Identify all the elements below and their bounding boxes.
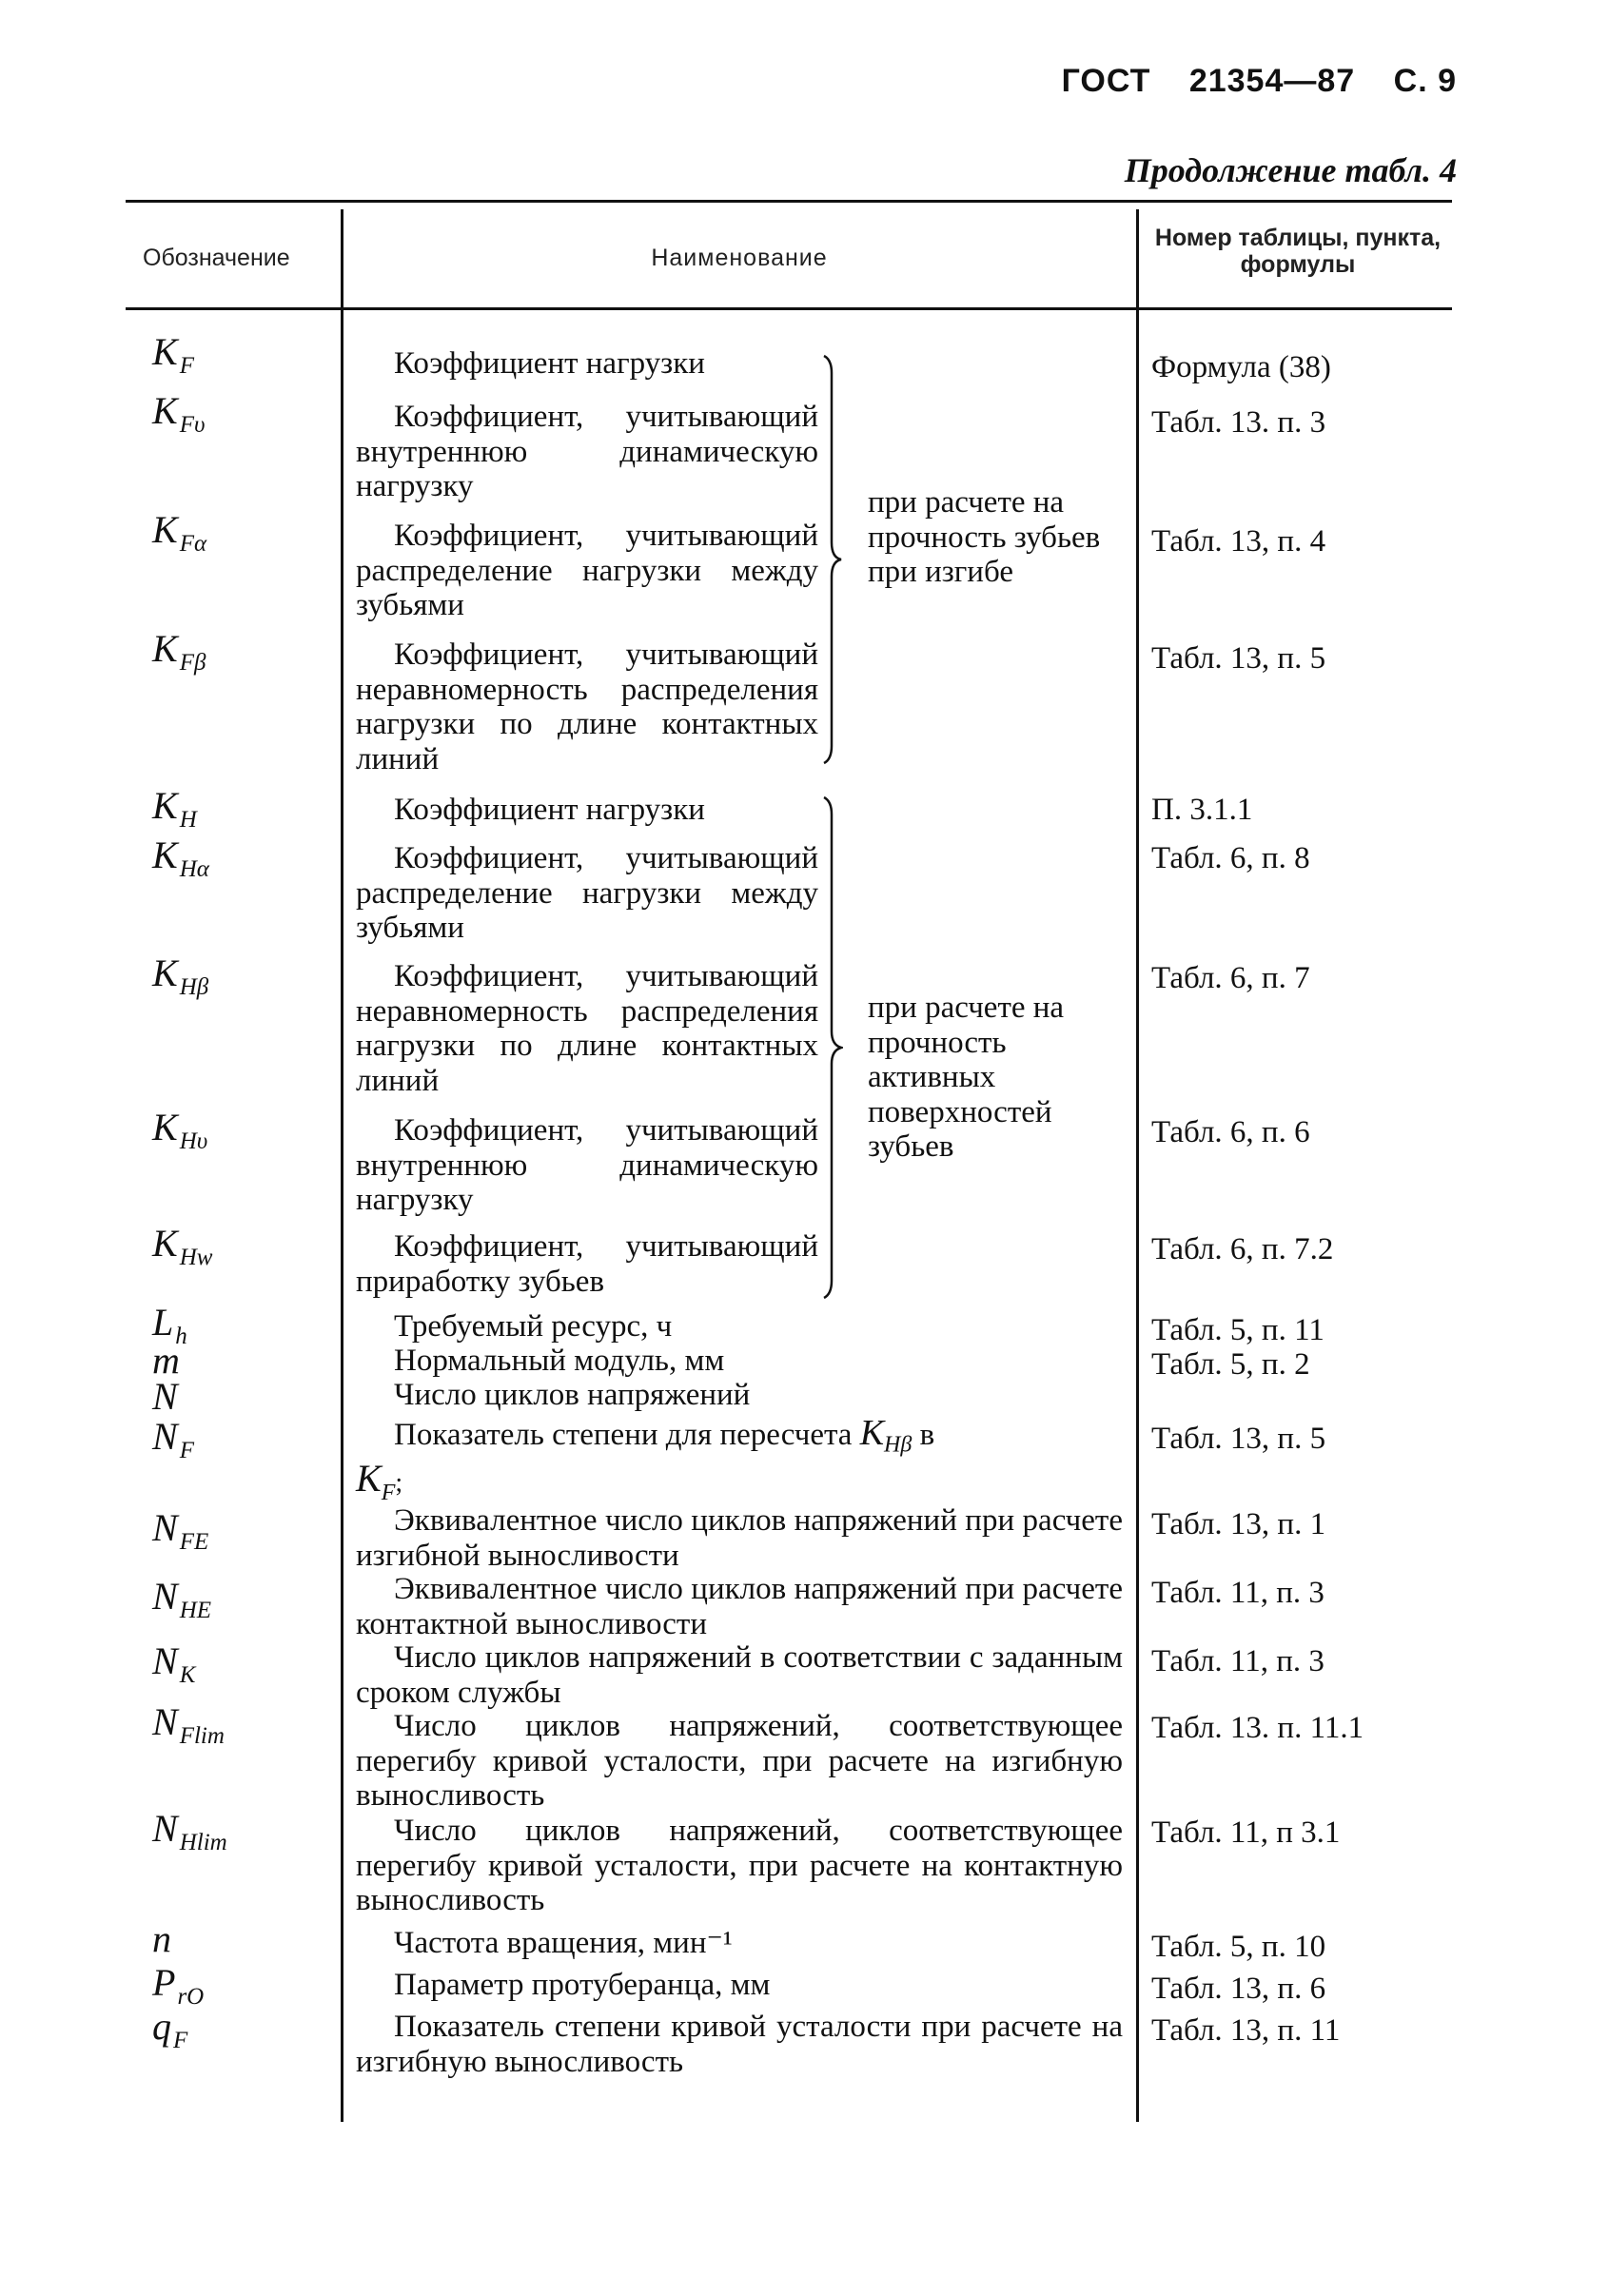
table-row-name: Эквивалентное число циклов напряжений при расчете изгибной выносливости	[356, 1503, 1123, 1573]
table-row-name: Число циклов напряжений, соответствующее перегибу кривой усталости, при расчете на контактную выносливость	[356, 1814, 1123, 1917]
table-row-reference: Табл. 13, п. 1	[1151, 1507, 1326, 1541]
table-row-name: Число циклов напряжений	[394, 1378, 751, 1412]
table-row-reference: Табл. 5, п. 10	[1151, 1930, 1326, 1964]
table-row-symbol: $N_F$	[152, 1415, 194, 1463]
table-row-name: Коэффициент, учитывающий внутреннюю динамическую нагрузку	[356, 1113, 818, 1217]
table-row-name: Коэффициент, учитывающий неравномерность распределения нагрузки по длине контактных линий	[356, 638, 818, 776]
table-continuation-caption: Продолжение табл. 4	[1124, 151, 1457, 189]
table-row-name: Показатель степени для пересчета $K_{H\beta}$ в	[394, 1413, 935, 1458]
table-row-symbol: $N_{Flim}$	[152, 1700, 225, 1749]
table-row-symbol: $q_F$	[152, 2005, 188, 2053]
group-label-contact: при расчете на прочность активных поверхностей зубьев	[868, 991, 1065, 1164]
table-row-symbol: $N_K$	[152, 1639, 196, 1688]
group-brace-bending	[820, 354, 843, 765]
table-row-name: Коэффициент, учитывающий распределение нагрузки между зубьями	[356, 841, 818, 945]
table-row-reference: Табл. 11, п. 3	[1151, 1576, 1324, 1610]
table-row-symbol: $L_h$	[152, 1301, 187, 1349]
table-row-name: Коэффициент, учитывающий распределение нагрузки между зубьями	[356, 519, 818, 622]
table-row-reference: Табл. 5, п. 2	[1151, 1347, 1310, 1382]
table-row-reference: П. 3.1.1	[1151, 793, 1253, 827]
table-row-reference: Табл. 13, п. 5	[1151, 1422, 1326, 1456]
table-row-symbol: m	[152, 1339, 180, 1382]
table-row-reference: Табл. 13. п. 11.1	[1151, 1711, 1364, 1745]
table-row-reference: Табл. 13. п. 3	[1151, 405, 1326, 440]
table-row-symbol: $K_{H\alpha}$	[152, 834, 209, 882]
table-row-symbol: $N_{HE}$	[152, 1575, 212, 1623]
table-row-reference: Табл. 6, п. 8	[1151, 841, 1310, 875]
column-header-name: Наименование	[651, 245, 828, 271]
table-row-reference: Табл. 11, п. 3	[1151, 1644, 1324, 1678]
table-row-symbol: $K_H$	[152, 784, 197, 833]
standard-number: 21354—87	[1188, 63, 1356, 99]
table-row-symbol: $K_{F\upsilon}$	[152, 389, 206, 438]
table-row-reference: Табл. 6, п. 7	[1151, 961, 1310, 995]
table-row-name-continuation: $K_F$;	[356, 1457, 403, 1505]
table-row-reference: Табл. 13, п. 6	[1151, 1972, 1326, 2006]
table-row-reference: Табл. 13, п. 4	[1151, 524, 1326, 559]
table-row-symbol: $K_{Hw}$	[152, 1222, 213, 1270]
table-row-symbol: n	[152, 1917, 171, 1960]
table-row-reference: Табл. 13, п. 11	[1151, 2013, 1341, 2048]
table-row-name: Коэффициент, учитывающий приработку зубьев	[356, 1229, 818, 1299]
table-row-name: Эквивалентное число циклов напряжений при расчете контактной выносливости	[356, 1572, 1123, 1641]
table-row-name: Параметр протуберанца, мм	[394, 1968, 771, 2002]
table-row-symbol: N	[152, 1375, 178, 1418]
table-header-rule	[126, 307, 1452, 310]
table-row-reference: Табл. 11, п 3.1	[1151, 1815, 1341, 1850]
page-number: С. 9	[1393, 63, 1457, 99]
column-header-reference: Номер таблицы, пункта, формулы	[1154, 225, 1442, 278]
table-row-name: Коэффициент нагрузки	[394, 346, 705, 381]
table-row-name: Коэффициент нагрузки	[394, 793, 705, 827]
table-row-name: Требуемый ресурс, ч	[394, 1309, 673, 1344]
table-row-name: Нормальный модуль, мм	[394, 1344, 725, 1378]
table-row-name: Число циклов напряжений в соответствии с заданным сроком службы	[356, 1640, 1123, 1710]
table-row-symbol: $K_{H\upsilon}$	[152, 1106, 208, 1154]
table-row-name: Показатель степени кривой усталости при расчете на изгибную выносливость	[356, 2010, 1123, 2079]
table-row-name: Коэффициент, учитывающий внутреннюю динамическую нагрузку	[356, 400, 818, 503]
table-row-name: Число циклов напряжений, соответствующее перегибу кривой усталости, при расчете на изгибную выносливость	[356, 1709, 1123, 1813]
table-row-name: Частота вращения, мин⁻¹	[394, 1926, 733, 1960]
table-top-rule	[126, 200, 1452, 203]
standard-label: ГОСТ	[1061, 63, 1151, 99]
table-row-symbol: $K_{F\beta}$	[152, 627, 206, 676]
table-row-symbol: $K_{H\beta}$	[152, 952, 209, 1000]
table-row-reference: Табл. 6, п. 6	[1151, 1115, 1310, 1149]
table-row-symbol: $P_{rO}$	[152, 1961, 205, 2010]
column-header-symbol: Обозначение	[143, 245, 290, 271]
table-row-name: Коэффициент, учитывающий неравномерность распределения нагрузки по длине контактных линий	[356, 959, 818, 1098]
column-divider-1	[341, 209, 343, 2122]
table-row-reference: Табл. 5, п. 11	[1151, 1313, 1324, 1347]
table-row-symbol: $K_{F\alpha}$	[152, 508, 207, 557]
table-row-reference: Формула (38)	[1151, 350, 1331, 384]
table-row-symbol: $K_F$	[152, 330, 194, 379]
page-header	[1033, 63, 1457, 100]
group-label-bending: при расчете на прочность зубьев при изгибе	[868, 485, 1101, 589]
table-row-reference: Табл. 6, п. 7.2	[1151, 1232, 1334, 1266]
table-row-symbol: $N_{Hlim}$	[152, 1807, 227, 1855]
table-row-reference: Табл. 13, п. 5	[1151, 641, 1326, 676]
column-divider-2	[1136, 209, 1139, 2122]
group-brace-contact	[820, 795, 843, 1300]
table-row-symbol: $N_{FE}$	[152, 1506, 209, 1555]
